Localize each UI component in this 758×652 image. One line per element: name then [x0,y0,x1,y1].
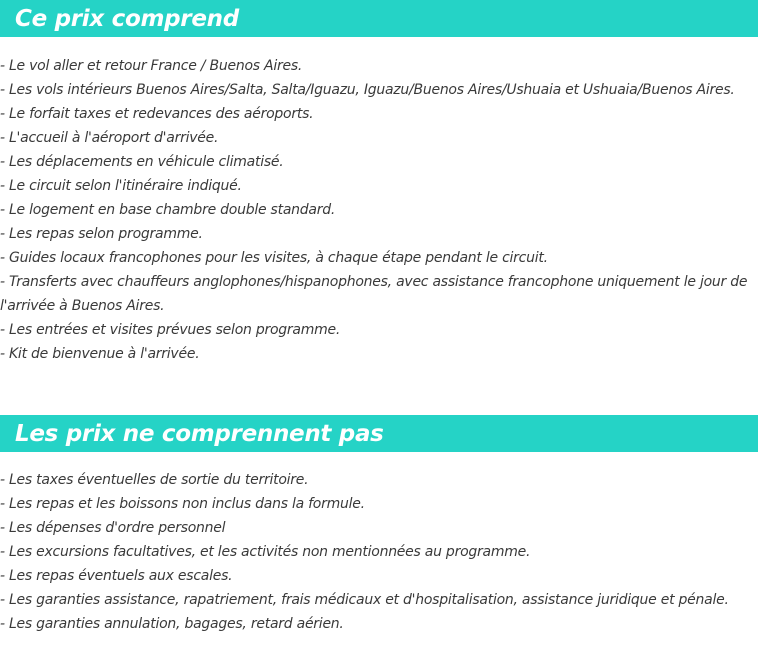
list-item: - Les repas selon programme. [0,226,203,242]
list-item: - Kit de bienvenue à l'arrivée. [0,346,200,362]
list-item: - Les repas éventuels aux escales. [0,568,233,584]
list-item: - Le forfait taxes et redevances des aéroports. [0,106,314,122]
list-item: - Les taxes éventuelles de sortie du territoire. [0,472,309,488]
list-item: - Les déplacements en véhicule climatisé. [0,154,284,170]
list-item: - Le circuit selon l'itinéraire indiqué. [0,178,242,194]
included-list [0,37,758,366]
list-item: - Guides locaux francophones pour les visites, à chaque étape pendant le circuit. [0,250,548,266]
list-item: - Transferts avec chauffeurs anglophones/hispanophones, avec assistance francophone uniquement le jour de l'arrivée à Buenos Aires. [0,274,748,314]
included-section-title: Ce prix comprend [15,5,239,32]
list-item: - Le logement en base chambre double standard. [0,202,336,218]
list-item: - Les repas et les boissons non inclus dans la formule. [0,496,365,512]
list-item: - Les vols intérieurs Buenos Aires/Salta, Salta/Iguazu, Iguazu/Buenos Aires/Ushuaia et Ushuaia/Buenos Aires. [0,82,735,98]
list-item: - L'accueil à l'aéroport d'arrivée. [0,130,219,146]
excluded-list [0,452,758,636]
excluded-section-header [0,415,758,452]
excluded-section-title: Les prix ne comprennent pas [15,420,384,447]
included-section-header [0,0,758,37]
list-item: - Les dépenses d'ordre personnel [0,520,226,536]
list-item: - Les entrées et visites prévues selon programme. [0,322,341,338]
list-item: - Les garanties assistance, rapatriement, frais médicaux et d'hospitalisation, assistance juridique et pénale. [0,592,729,608]
list-item: - Les garanties annulation, bagages, retard aérien. [0,616,344,632]
list-item: - Les excursions facultatives, et les activités non mentionnées au programme. [0,544,531,560]
list-item: - Le vol aller et retour France / Buenos Aires. [0,58,303,74]
